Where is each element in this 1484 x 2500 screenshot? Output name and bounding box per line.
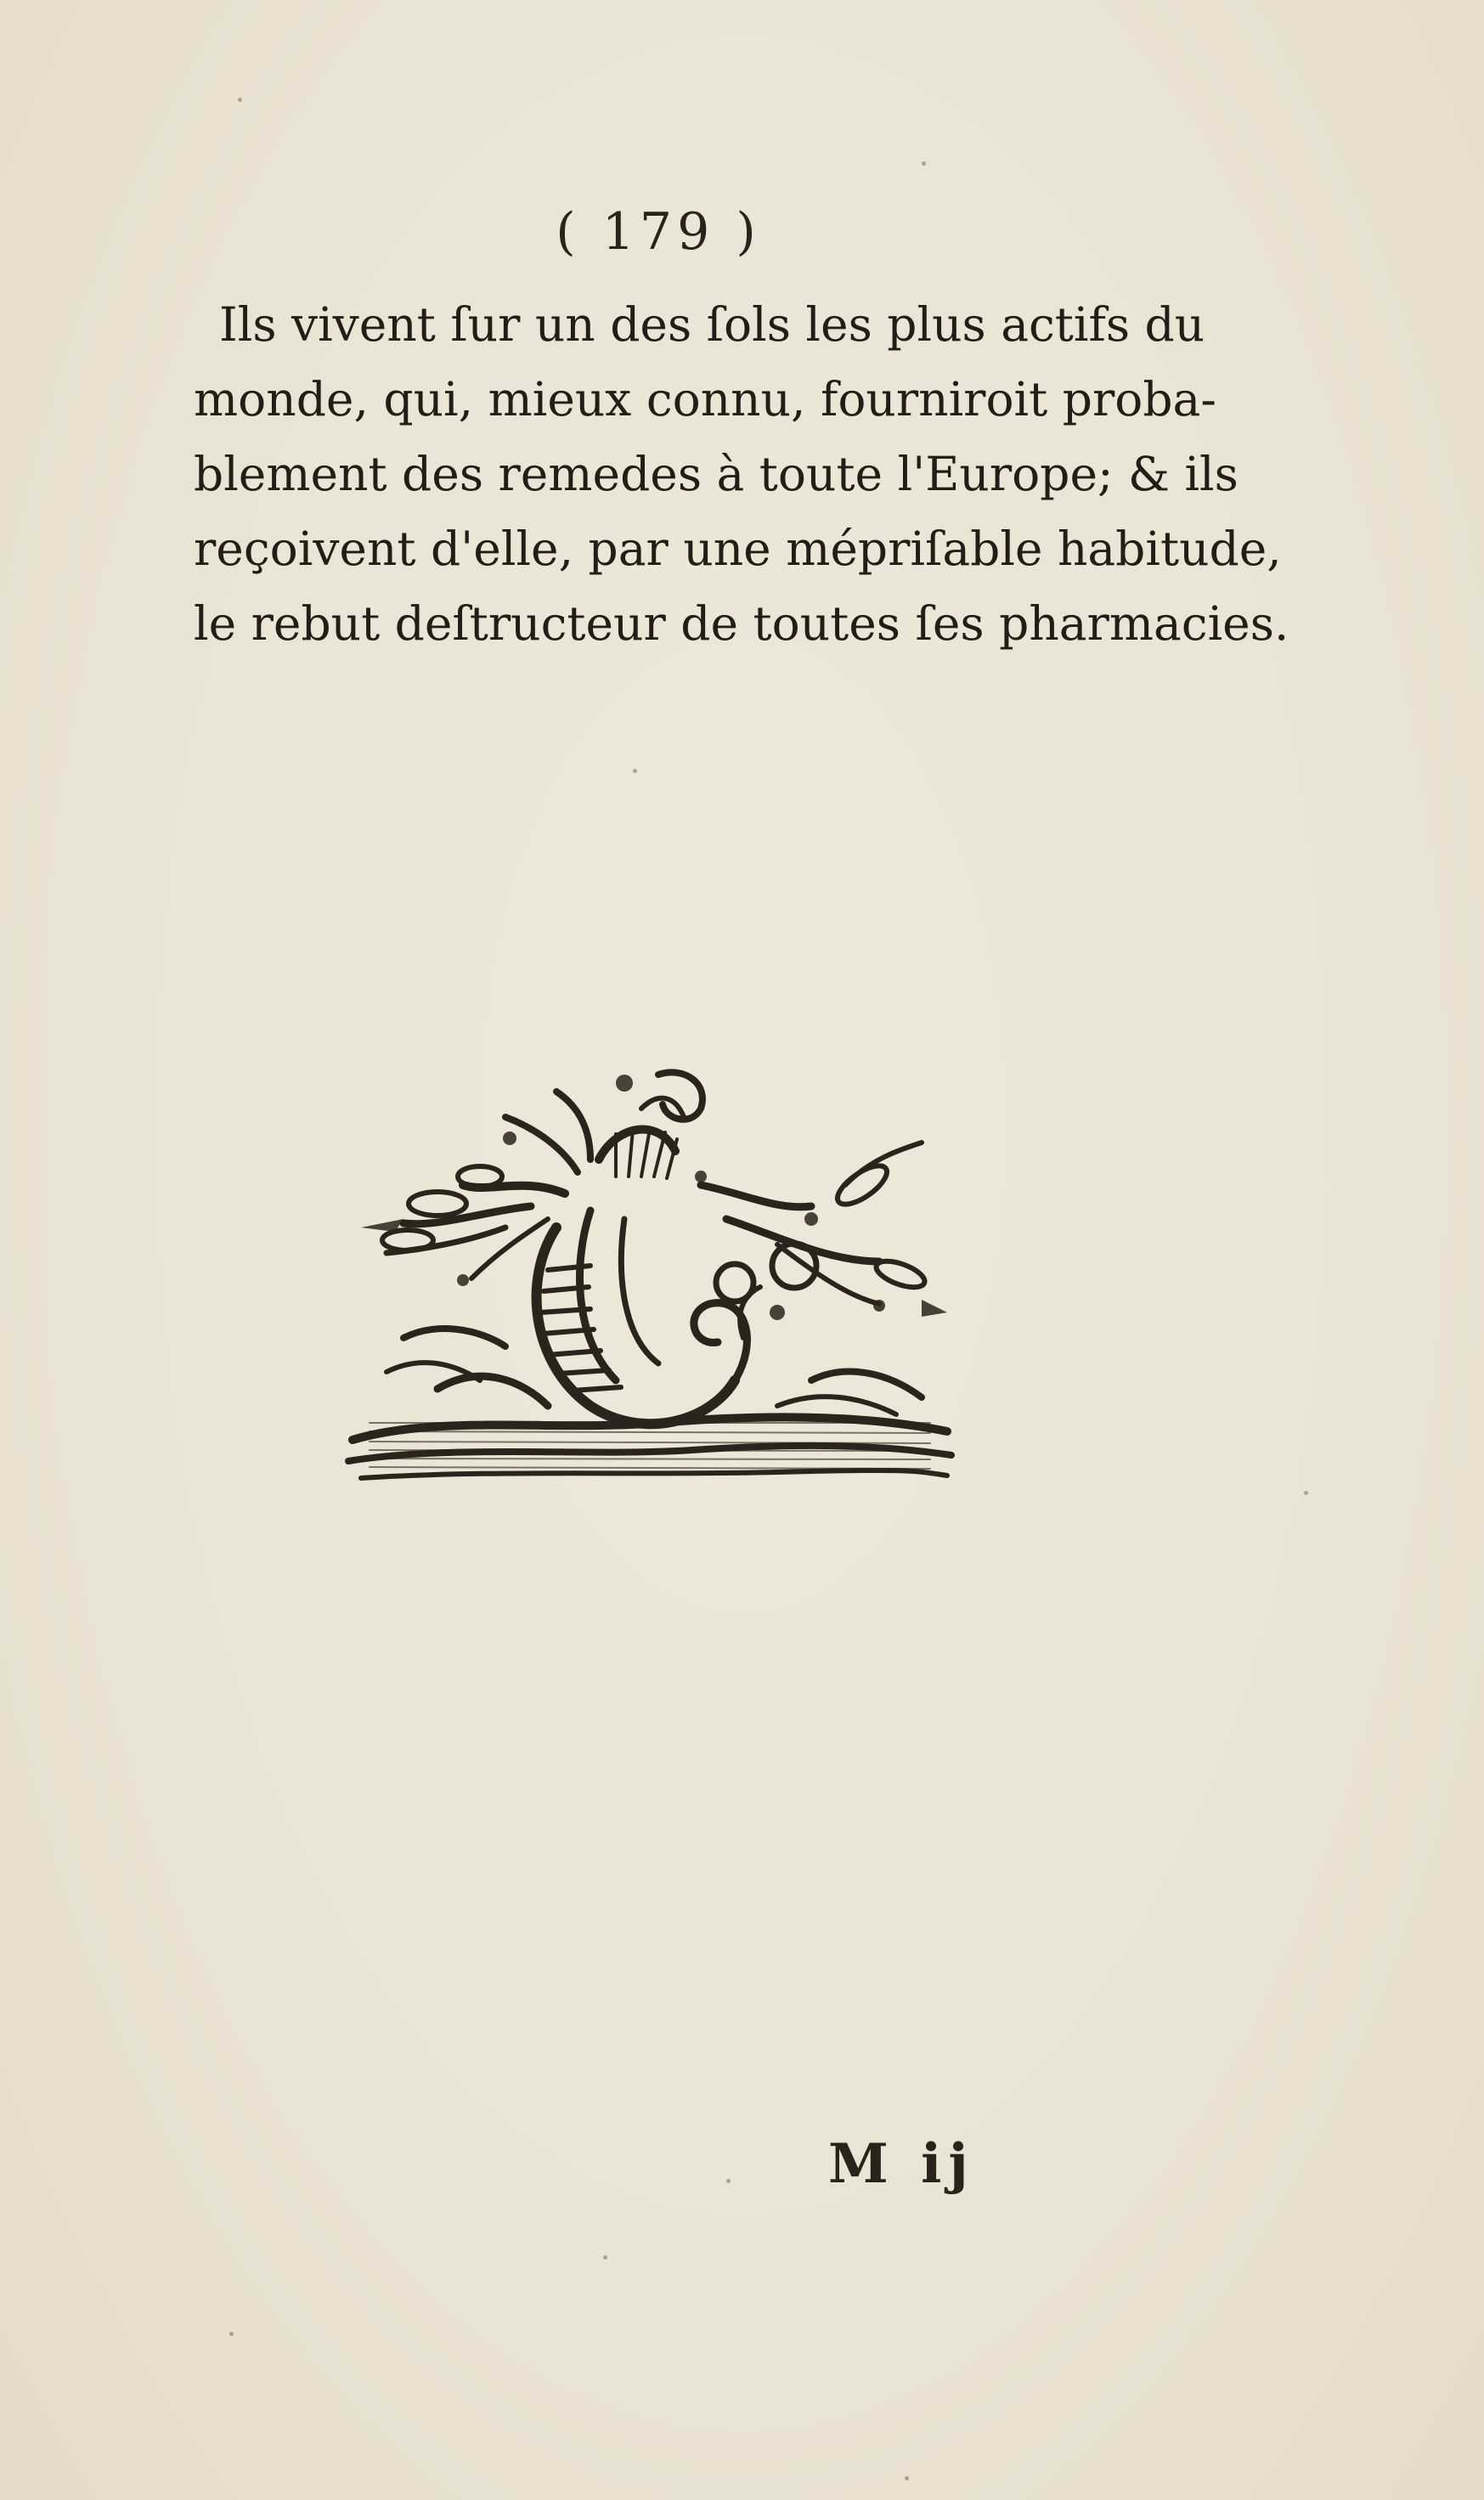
paper-speck [229, 2332, 234, 2336]
text-line: reçoivent d'elle, par une mépriſable habitude, [194, 522, 1282, 576]
paper-speck [1304, 1491, 1308, 1495]
paper-speck [238, 98, 242, 102]
text-line: blement des remedes à toute l'Europe; & ils [194, 447, 1239, 501]
page-number: ( 179 ) [556, 202, 761, 262]
paper-speck [922, 161, 926, 166]
paper-speck [633, 769, 637, 773]
floral-ornament-icon [336, 1058, 964, 1491]
paper-speck [603, 2255, 607, 2260]
signature-mark: M ij [828, 2132, 975, 2196]
body-paragraph [194, 287, 1289, 661]
paper-speck [726, 2179, 731, 2183]
text-line: monde, qui, mieux connu, fourniroit proba- [194, 372, 1216, 426]
paper-speck [905, 2476, 909, 2480]
text-line: Ils vivent ſur un des ſols les plus actifs du [219, 297, 1205, 352]
text-line: le rebut deſtructeur de toutes ſes pharmacies. [194, 596, 1289, 651]
